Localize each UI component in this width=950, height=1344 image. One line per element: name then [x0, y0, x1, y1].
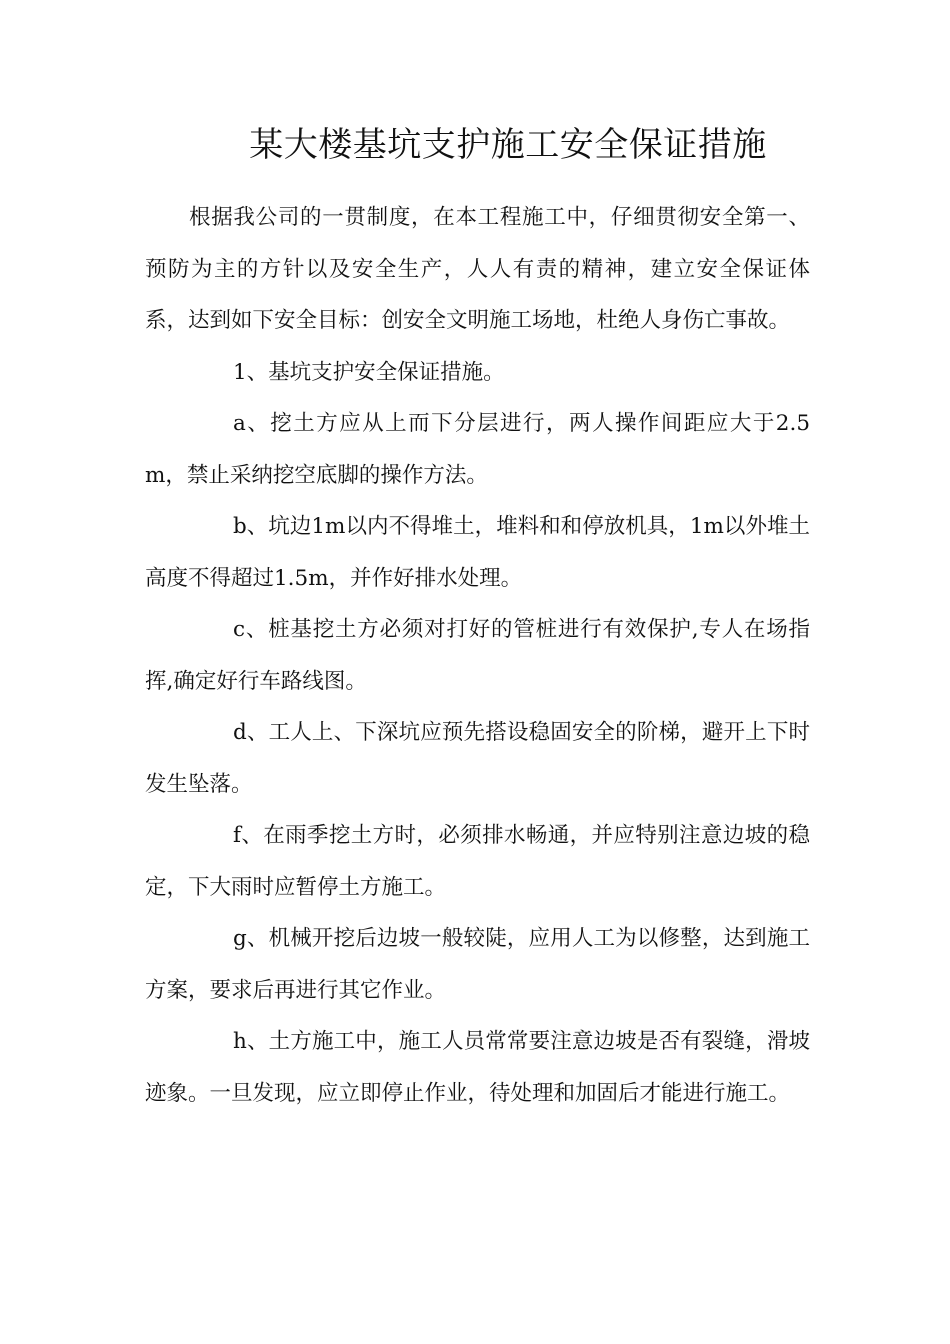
measure-item-c: c、桩基挖土方必须对打好的管桩进行有效保护,专人在场指挥,确定好行车路线图。 [145, 617, 810, 694]
measure-item-b: b、坑边1m以内不得堆土，堆料和和停放机具，1m以外堆土高度不得超过1.5m，并作好排水处理。 [145, 514, 810, 591]
document-body [145, 192, 810, 1119]
measure-item-g: g、机械开挖后边坡一般较陡，应用人工为以修整，达到施工方案，要求后再进行其它作业。 [145, 926, 810, 1003]
measure-item-h: h、土方施工中，施工人员常常要注意边坡是否有裂缝，滑坡迹象。一旦发现，应立即停止作业，待处理和加固后才能进行施工。 [145, 1029, 810, 1106]
section-heading: 1、基坑支护安全保证措施。 [233, 359, 505, 385]
measure-item-f: f、在雨季挖土方时，必须排水畅通，并应特别注意边坡的稳定，下大雨时应暂停土方施工。 [145, 823, 810, 900]
intro-paragraph: 根据我公司的一贯制度，在本工程施工中，仔细贯彻安全第一、预防为主的方针以及安全生产，人人有责的精神，建立安全保证体系，达到如下安全目标：创安全文明施工场地，杜绝人身伤亡事故。 [145, 205, 810, 333]
measure-item-d: d、工人上、下深坑应预先搭设稳固安全的阶梯，避开上下时发生坠落。 [145, 720, 810, 797]
measure-item-a: a、挖土方应从上而下分层进行，两人操作间距应大于2.5m，禁止采纳挖空底脚的操作方法。 [145, 411, 810, 488]
document-title: 某大楼基坑支护施工安全保证措施 [249, 125, 767, 165]
